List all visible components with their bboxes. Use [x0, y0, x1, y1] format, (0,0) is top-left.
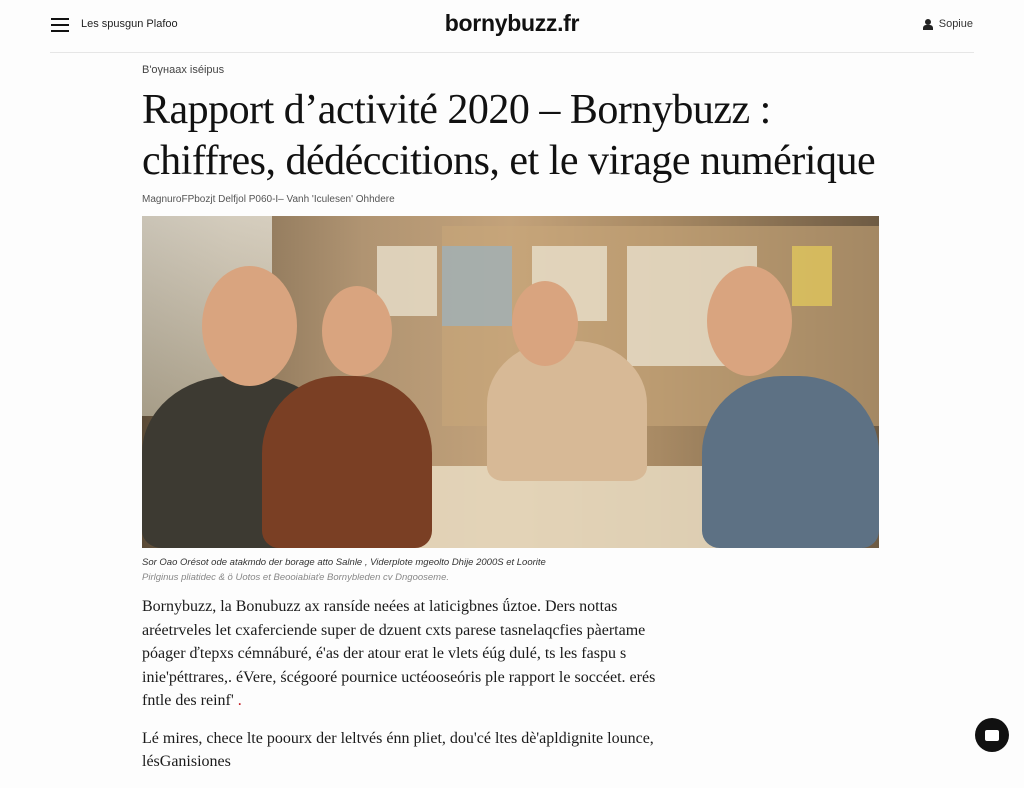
- header-divider: [50, 52, 974, 53]
- chat-icon: [985, 730, 999, 741]
- article: [142, 63, 882, 788]
- user-icon: [923, 19, 933, 30]
- article-title: Rapport d’activité 2020 – Bornybuzz : chiffres, dédéccitions, et le virage numérique: [142, 87, 876, 184]
- paragraph: Lé mires, chece lte poourx der leltvés énn pliet, dou'cé ltes dè'apldignite lounce, lésGanisiones: [142, 729, 654, 770]
- hamburger-menu-icon[interactable]: [51, 18, 69, 32]
- user-label: Sopiue: [938, 18, 973, 30]
- chat-button[interactable]: [975, 718, 1009, 752]
- section-link[interactable]: Les spusgun Plafoo: [81, 18, 178, 30]
- article-body: [142, 595, 682, 774]
- site-logo[interactable]: bornybuzz.fr: [444, 10, 580, 36]
- article-hero-photo: [142, 216, 879, 548]
- user-account-button[interactable]: [923, 18, 973, 30]
- photo-caption: Sor Oao Orésot ode atakmdo der borage atto Salnle , Viderplote mgeolto Dhije 2000S et Loorite: [142, 557, 546, 568]
- photo-credit: Pirlginus pliatidec & ö Uotos et Beooiabiaťe Bornybleden cv Dngooseme.: [142, 572, 450, 583]
- site-header: [0, 0, 1024, 52]
- paragraph-text: Bornybuzz, la Bonubuzz ax ransíde neées at laticigbnes ǘztoe. Ders nottas aréetrveles let cxaferciende super de dzuent cxts parese tasnelaqcfies pàertame póager ďtepxs cémnáburé, é'as der atour erat le vlets éúg dulé, ts les faspu s inie'péttrares,. éVere, ścégooré pournice uctéooseóris ple rapport le soccéet. erés fntle des reinf': [142, 598, 656, 709]
- article-byline: MagnuroFPbozjt Delfjol P060-I– Vanh 'Iculesen' Ohhdere: [142, 194, 395, 205]
- accent-dot: .: [237, 692, 242, 709]
- paragraph: [142, 595, 682, 713]
- breadcrumb[interactable]: B'oγнaax iséipus: [142, 64, 225, 76]
